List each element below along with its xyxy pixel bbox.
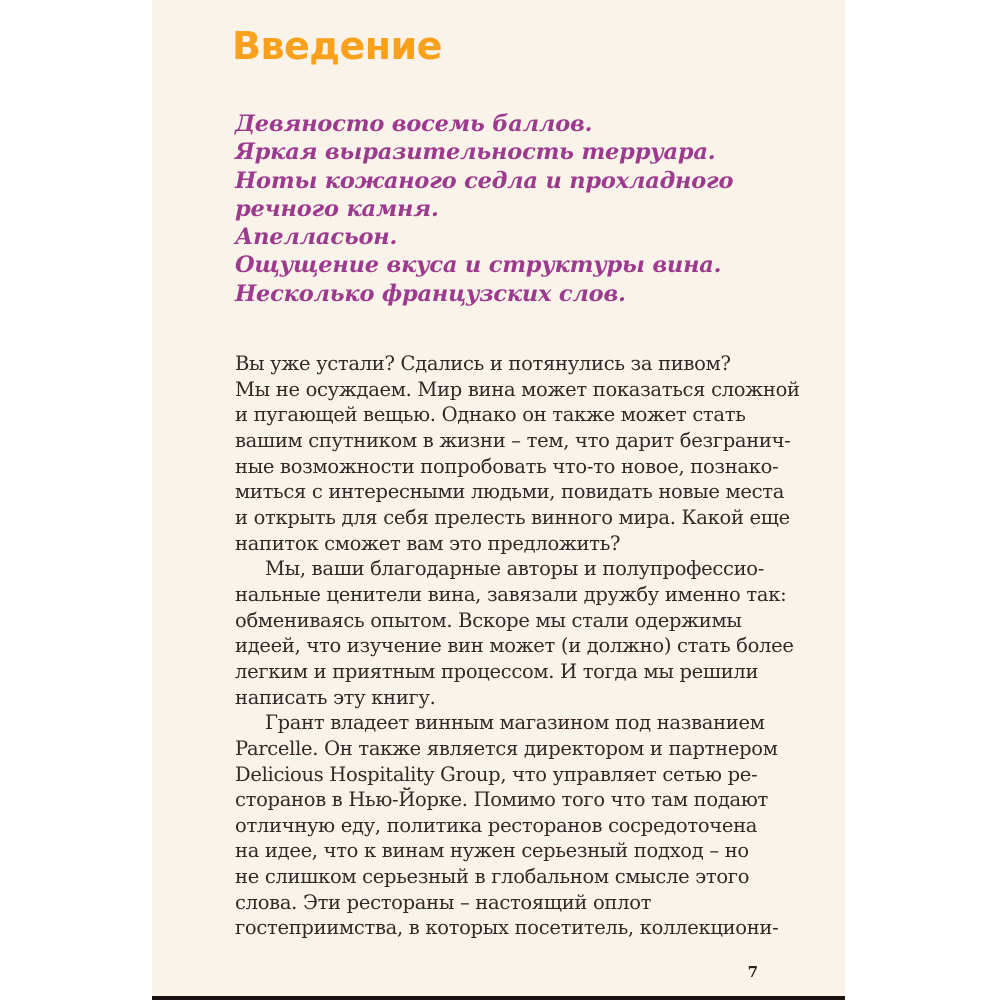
body-line: обмениваясь опытом. Вскоре мы стали одержимы — [235, 608, 742, 632]
epigraph-line: Ноты кожаного седла и прохладного — [235, 167, 734, 194]
page-bottom-edge — [152, 996, 845, 1000]
page-number: 7 — [747, 963, 758, 981]
epigraph-line: речного камня. — [235, 195, 439, 222]
body-line: Delicious Hospitality Group, что управляет сетью ре- — [235, 762, 758, 786]
paragraph-2 — [235, 556, 794, 710]
epigraph-line: Несколько французских слов. — [235, 280, 626, 307]
body-line: и пугающей вещью. Однако он также может стать — [235, 403, 746, 427]
body-line: и открыть для себя прелесть винного мира. Какой еще — [235, 505, 790, 529]
paragraph-3 — [235, 710, 779, 941]
body-line: гостеприимства, в которых посетитель, коллекциони- — [235, 916, 779, 940]
body-line: написать эту книгу. — [235, 685, 436, 709]
body-line: ные возможности попробовать что-то новое, познако- — [235, 454, 779, 478]
body-line: Parcelle. Он также является директором и партнером — [235, 736, 778, 760]
body-text — [235, 351, 800, 941]
body-line: отличную еду, политика ресторанов сосредоточена — [235, 813, 758, 837]
epigraph-line: Апелласьон. — [235, 224, 398, 251]
body-line: миться с интересными людьми, повидать новые места — [235, 480, 785, 504]
body-line: Мы не осуждаем. Мир вина может показаться сложной — [235, 377, 800, 401]
body-line: Вы уже устали? Сдались и потянулись за пивом? — [235, 352, 731, 375]
body-line: слова. Эти рестораны – настоящий оплот — [235, 890, 652, 914]
epigraph-line: Девяносто восемь баллов. — [235, 111, 593, 137]
body-line: легким и приятным процессом. И тогда мы решили — [235, 659, 759, 683]
body-line: на идее, что к винам нужен серьезный подход – но — [235, 839, 749, 863]
epigraph — [235, 110, 775, 308]
chapter-title: Введение — [232, 24, 442, 68]
body-line: не слишком серьезный в глобальном смысле этого — [235, 865, 750, 889]
body-line: Грант владеет винным магазином под названием — [265, 711, 765, 735]
body-line: Мы, ваши благодарные авторы и полупрофессио- — [265, 557, 765, 581]
book-page — [152, 0, 845, 1000]
epigraph-line: Ощущение вкуса и структуры вина. — [235, 252, 722, 279]
body-line: напиток сможет вам это предложить? — [235, 531, 621, 555]
epigraph-line: Яркая выразительность терруара. — [235, 139, 716, 166]
body-line: вашим спутником в жизни – тем, что дарит безгранич- — [235, 428, 791, 452]
paragraph-1 — [235, 351, 800, 556]
body-line: идеей, что изучение вин может (и должно) стать более — [235, 634, 794, 658]
body-line: сторанов в Нью-Йорке. Помимо того что там подают — [235, 788, 769, 812]
body-line: нальные ценители вина, завязали дружбу именно так: — [235, 582, 787, 606]
